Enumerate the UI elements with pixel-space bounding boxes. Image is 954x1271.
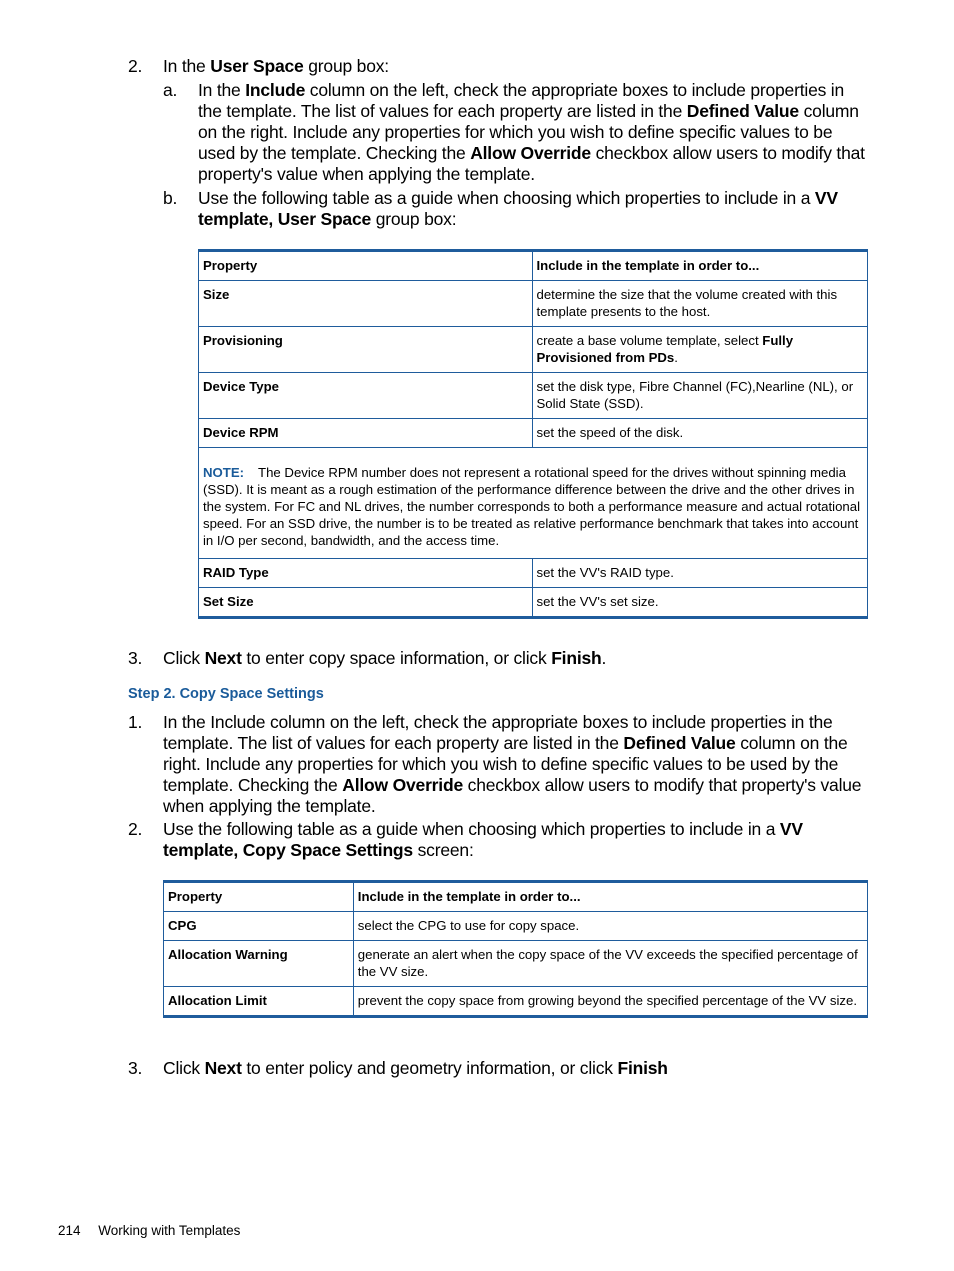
list-number: 2.: [128, 56, 143, 76]
text: column on the right. Include any properties for which you wish to define specific values to be used by the template. Checking the: [163, 733, 848, 795]
property-cell: Set Size: [199, 588, 533, 618]
note-text: The Device RPM number does not represent a rotational speed for the drives without spinning media (SSD). It is meant as a rough estimation of the performance difference between the drive and the other drives in the system. For FC and NL drives, the number corresponds to both a performance measure and actual rotational speed. For an SSD drive, the number is to be treated as relative performance benchmark that takes into account in I/O per second, bandwidth, and the access time.: [203, 465, 861, 548]
page-number: 214: [58, 1223, 81, 1238]
list-number: 3.: [128, 1058, 143, 1078]
note-cell: [199, 448, 868, 559]
sublist-item-a: [198, 80, 870, 185]
bold-term: Allow Override: [470, 143, 591, 163]
text: Click: [163, 648, 205, 668]
bold-term: Next: [204, 1058, 242, 1078]
text: .: [601, 648, 607, 668]
property-cell: Size: [199, 281, 533, 327]
sublist-item-b: [198, 188, 870, 230]
text: .: [674, 350, 678, 365]
bold-term: Fully Provisioned from PDs: [536, 333, 794, 365]
text: In the: [198, 80, 246, 100]
bold-term: VV template, Copy Space Settings: [163, 819, 803, 860]
bold-term: Next: [204, 648, 242, 668]
table-header-row: [199, 251, 868, 281]
note-label: NOTE:: [203, 465, 245, 480]
text: checkbox allow users to modify that property's value when applying the template.: [198, 143, 865, 184]
text: Use the following table as a guide when choosing which properties to include in a: [163, 819, 780, 839]
property-cell: Allocation Limit: [164, 987, 354, 1017]
description-cell: set the VV's set size.: [532, 588, 868, 618]
table-row: [199, 327, 868, 373]
text: screen:: [412, 840, 474, 860]
text: group box:: [303, 56, 389, 76]
table-row: [199, 559, 868, 588]
bold-term: Include: [245, 80, 306, 100]
list-number: 3.: [128, 648, 143, 668]
description-cell: set the VV's RAID type.: [532, 559, 868, 588]
list-item-click-next: [163, 648, 873, 669]
text: checkbox allow users to modify that property's value when applying the template.: [163, 775, 862, 816]
list-item-user-space: [163, 56, 873, 77]
property-cell: Allocation Warning: [164, 941, 354, 987]
copy-space-property-table: [163, 880, 868, 1018]
table-row: [199, 419, 868, 448]
property-cell: RAID Type: [199, 559, 533, 588]
property-cell: Device Type: [199, 373, 533, 419]
page-footer: [58, 1223, 240, 1238]
text: In the Include column on the left, check the appropriate boxes to include properties in the template. The list of values for each property are listed in the: [163, 712, 833, 753]
column-header-include: Include in the template in order to...: [353, 882, 867, 912]
column-header-property: Property: [164, 882, 354, 912]
table-header-row: [164, 882, 868, 912]
bold-term: Allow Override: [342, 775, 463, 795]
user-space-property-table: [198, 249, 868, 619]
list-item-table-guide: [163, 819, 871, 861]
bold-term: Defined Value: [686, 101, 799, 121]
description-cell: [532, 327, 868, 373]
property-cell: Device RPM: [199, 419, 533, 448]
description-cell: generate an alert when the copy space of the VV exceeds the specified percentage of the VV size.: [353, 941, 867, 987]
description-cell: set the disk type, Fibre Channel (FC),Nearline (NL), or Solid State (SSD).: [532, 373, 868, 419]
table-row: [199, 281, 868, 327]
step-heading: Step 2. Copy Space Settings: [128, 686, 324, 702]
text: column on the left, check the appropriate boxes to include properties in the template. The list of values for each property are listed in the: [198, 80, 845, 121]
text: Click: [163, 1058, 205, 1078]
description-cell: select the CPG to use for copy space.: [353, 912, 867, 941]
table-row: [164, 941, 868, 987]
list-number: 1.: [128, 712, 143, 732]
table-row: [164, 912, 868, 941]
text: Use the following table as a guide when choosing which properties to include in a: [198, 188, 815, 208]
bold-term: VV template, User Space: [198, 188, 838, 229]
text: to enter policy and geometry information, or click: [241, 1058, 618, 1078]
column-header-include: Include in the template in order to...: [532, 251, 868, 281]
column-header-property: Property: [199, 251, 533, 281]
table-row: [199, 588, 868, 618]
text: group box:: [371, 209, 457, 229]
bold-term: Finish: [551, 648, 602, 668]
text: In the: [163, 56, 211, 76]
bold-term: User Space: [210, 56, 304, 76]
description-cell: set the speed of the disk.: [532, 419, 868, 448]
list-item-click-next-policy: [163, 1058, 871, 1079]
description-cell: prevent the copy space from growing beyond the specified percentage of the VV size.: [353, 987, 867, 1017]
property-cell: Provisioning: [199, 327, 533, 373]
bold-term: Finish: [617, 1058, 668, 1078]
sublist-label: b.: [163, 188, 178, 208]
sublist-label: a.: [163, 80, 178, 100]
bold-term: Defined Value: [623, 733, 736, 753]
note-row: [199, 448, 868, 559]
list-number: 2.: [128, 819, 143, 839]
table-row: [164, 987, 868, 1017]
text: create a base volume template, select: [536, 333, 763, 348]
text: column on the right. Include any properties for which you wish to define specific values to be used by the template. Checking the: [198, 101, 859, 163]
footer-section-title: Working with Templates: [98, 1223, 241, 1238]
description-cell: determine the size that the volume created with this template presents to the host.: [532, 281, 868, 327]
table-row: [199, 373, 868, 419]
property-cell: CPG: [164, 912, 354, 941]
text: to enter copy space information, or click: [241, 648, 552, 668]
list-item-include-column: [163, 712, 871, 817]
